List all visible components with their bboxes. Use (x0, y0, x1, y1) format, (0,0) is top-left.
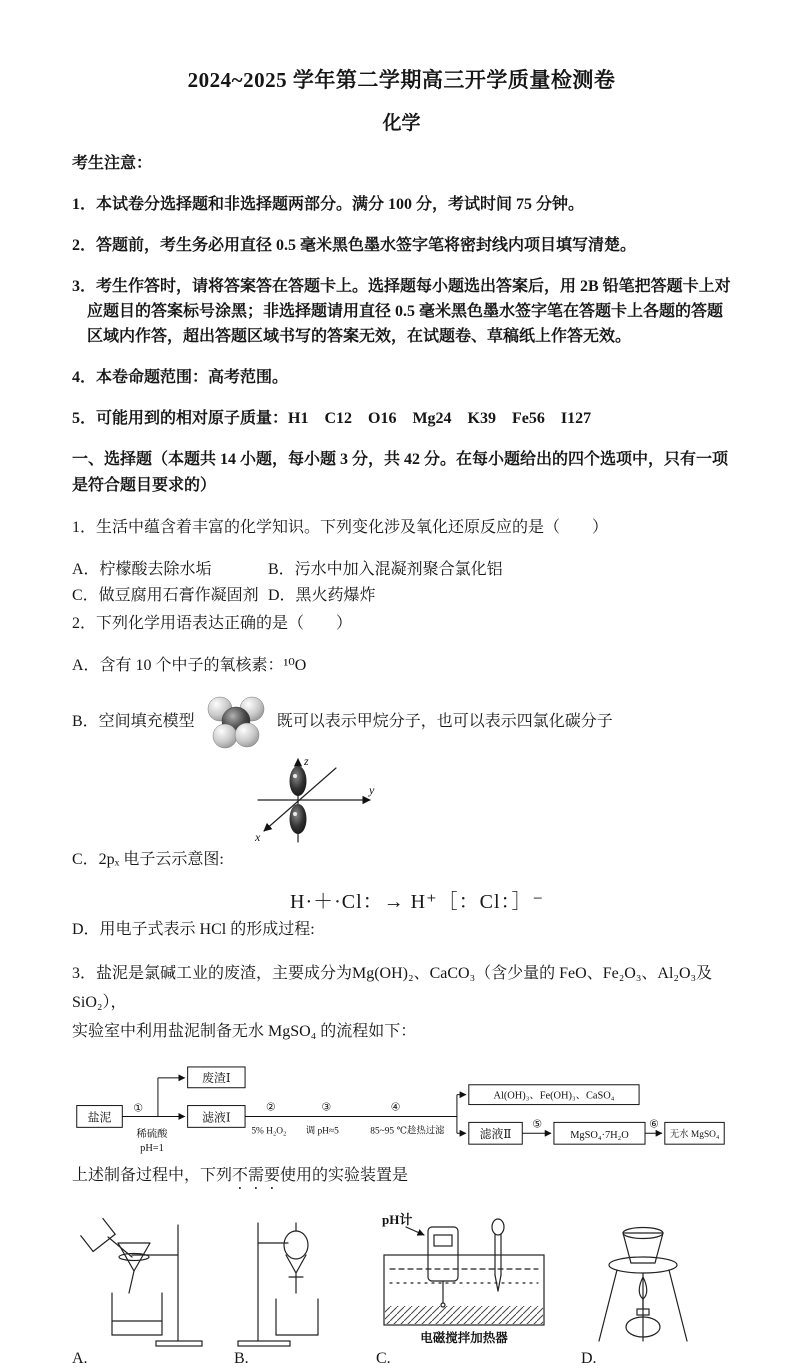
process-flow-diagram-wrap (72, 1062, 731, 1161)
notice-item-1: 1．本试卷分选择题和非选择题两部分。满分 100 分，考试时间 75 分钟。 (72, 196, 585, 214)
paper-title: 2024~2025 学年第二学期高三开学质量检测卷 (187, 68, 616, 93)
q2-option-b-suffix: 既可以表示甲烷分子，也可以表示四氯化碳分子 (276, 713, 613, 731)
apparatus-d-label: D. (581, 1350, 597, 1368)
notice-heading: 考生注意： (72, 155, 153, 173)
q3-question-suffix: 使用的实验装置是 (280, 1167, 409, 1185)
apparatus-a-label: A. (72, 1350, 88, 1368)
apparatus-d (581, 1215, 706, 1369)
flow-step5: ⑤ (532, 1118, 542, 1131)
q3-stem (72, 959, 731, 1046)
q2-option-a: A．含有 10 个中子的氧核素：¹⁰O (72, 657, 307, 675)
axis-y-label: y (369, 783, 375, 798)
flow-product2: 无水 MgSO₄ (669, 1130, 720, 1141)
q3-question-line (72, 1163, 731, 1193)
flow-step4: ④ (390, 1101, 401, 1114)
flow-filter-hot: 85~95 ℃趁热过滤 (370, 1126, 445, 1137)
q1-option-c: C．做豆腐用石膏作凝固剂 (72, 587, 259, 605)
p-orbital-diagram-wrap (224, 751, 731, 845)
heater-label: 电磁搅拌加热器 (420, 1331, 508, 1346)
apparatus-c-label: C. (376, 1350, 391, 1368)
flow-step6: ⑥ (649, 1118, 659, 1131)
section-heading: 一、选择题（本题共 14 小题，每小题 3 分，共 42 分。在每小题给出的四个选项中，只有一项是符合题目要求的） (72, 451, 729, 495)
q1-option-d: D．黑火药爆炸 (268, 587, 376, 605)
flow-step1: ① (133, 1102, 144, 1115)
q3-stem-line2: 实验室中利用盐泥制备无水 MgSO₄ 的流程如下： (72, 1023, 417, 1041)
flow-step3: ③ (321, 1101, 332, 1114)
apparatus-b (234, 1215, 346, 1369)
crucible-tripod-image (581, 1215, 706, 1347)
axis-x-label: x (255, 830, 261, 845)
q3-question-prefix: 上述制备过程中，下列 (72, 1167, 233, 1185)
flow-solids: Al(OH)₃、Fe(OH)₃、CaSO₄ (493, 1090, 615, 1102)
flow-saltmud: 盐泥 (87, 1110, 112, 1125)
notice-section (72, 151, 731, 431)
notice-item-4: 4．本卷命题范围：高考范围。 (72, 369, 289, 387)
q2-option-d: D．用电子式表示 HCl 的形成过程: (72, 921, 315, 939)
p-orbital-diagram (224, 751, 379, 845)
flow-filtrate2: 滤液Ⅱ (479, 1127, 512, 1142)
question-2 (72, 611, 731, 943)
flow-h2o2: 5% H₂O₂ (251, 1126, 287, 1137)
flow-product1: MgSO₄·7H₂O (570, 1130, 629, 1142)
axis-z-label: z (304, 754, 309, 769)
apparatus-c (376, 1209, 551, 1369)
apparatus-options (72, 1209, 731, 1369)
notice-item-3: 3．考生作答时，请将答案答在答题卡上。选择题每小题选出答案后，用 2B 铅笔把答题卡上对应题目的答案标号涂黑；非选择题请用直径 0.5 毫米黑色墨水签字笔在答题卡上各题的答题区域内作答，超出答题区域书写的答案无效，在试题卷、草稿纸上作答无效。 (72, 278, 731, 346)
flow-residue1: 废渣Ⅰ (202, 1070, 231, 1085)
flow-adjust: 调 pH≈5 (305, 1126, 339, 1137)
flow-step2: ② (265, 1101, 276, 1114)
question-3 (72, 959, 731, 1369)
flow-acid-ph: pH=1 (140, 1143, 164, 1155)
q1-option-b: B．污水中加入混凝剂聚合氯化铝 (268, 561, 503, 579)
apparatus-b-label: B. (234, 1350, 249, 1368)
q3-stem-line1: 3．盐泥是氯碱工业的废渣，主要成分为Mg(OH)₂、CaCO₃（含少量的 FeO、Fe₂O₃、Al₂O₃及SiO₂）， (72, 965, 713, 1012)
ph-meter-heater-image (376, 1209, 551, 1347)
q1-stem: 1．生活中蕴含着丰富的化学知识。下列变化涉及氧化还原反应的是（ ） (72, 519, 609, 537)
apparatus-a (72, 1215, 204, 1369)
q3-question-emphasis: 不需要 (232, 1167, 281, 1185)
flow-filtrate1: 滤液Ⅰ (202, 1110, 231, 1125)
hcl-electron-formula: H·＋·Cl：→ H⁺［：Cl：］⁻ (290, 891, 545, 914)
dropping-funnel-stand-image (234, 1215, 346, 1347)
filtration-setup-image (72, 1215, 204, 1347)
ph-meter-label: pH计 (382, 1212, 413, 1228)
paper-subject: 化学 (382, 113, 421, 135)
flow-acid: 稀硫酸 (136, 1129, 168, 1141)
q2-option-c: C．2pₓ 电子云示意图: (72, 851, 224, 869)
notice-item-5: 5．可能用到的相对原子质量：H1 C12 O16 Mg24 K39 Fe56 I127 (72, 410, 592, 428)
question-1 (72, 515, 731, 609)
space-filling-model-image (205, 695, 267, 749)
q1-option-a: A．柠檬酸去除水垢 (72, 561, 212, 579)
q2-option-b (72, 695, 731, 749)
notice-item-2: 2．答题前，考生务必用直径 0.5 毫米黑色墨水签字笔将密封线内项目填写清楚。 (72, 237, 637, 255)
q2-stem: 2．下列化学用语表达正确的是（ ） (72, 615, 353, 633)
q2-option-b-prefix: B．空间填充模型 (72, 713, 195, 731)
process-flow-diagram (72, 1062, 727, 1161)
